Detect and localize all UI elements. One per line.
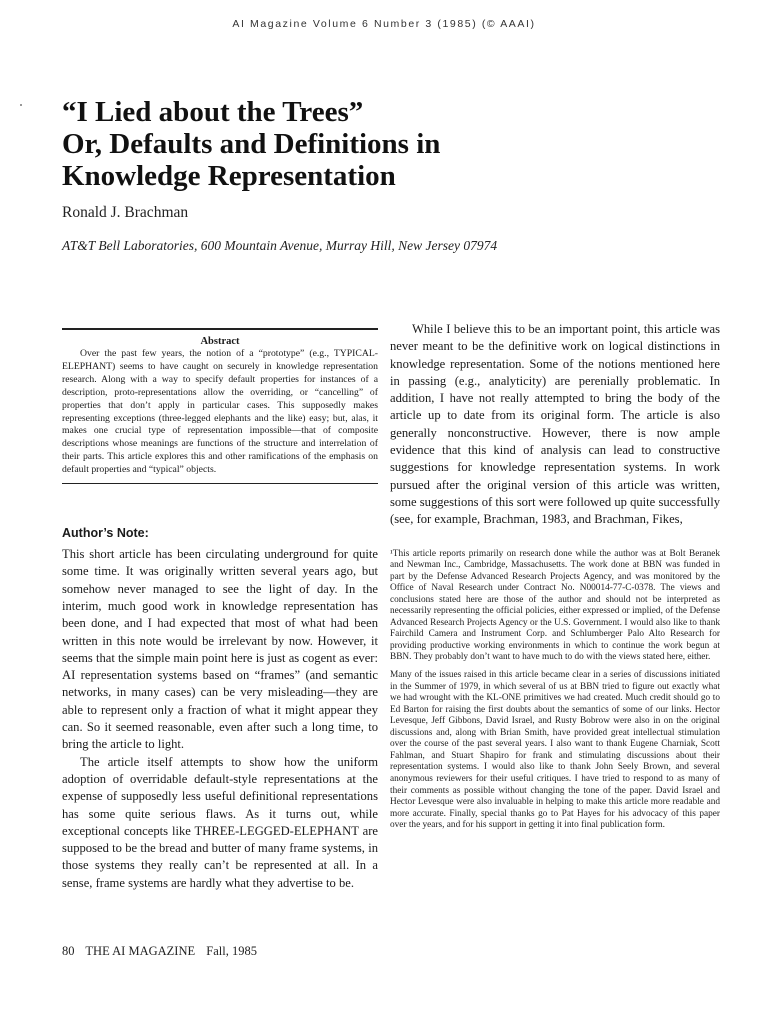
author-name: Ronald J. Brachman	[62, 204, 189, 221]
abstract-top-rule	[62, 328, 378, 330]
authors-note-heading: Author’s Note:	[62, 526, 149, 541]
footer-journal-name: THE AI MAGAZINE	[85, 944, 196, 958]
right-column-paragraph: While I believe this to be an important point, this article was never meant to be the definitive work on logical distinctions in knowledge representation. Some of the notions mentioned here in passing (e.g., analyticity) are perenially problematic. In addition, I have not really attempted to bring the body of the article up to date from its original form. The article is also generally nonconstructive. However, there is now ample evidence that this kind of analysis can lead to constructive suggestions for knowledge representation systems. In work pursued after the original version of this article was written, some suggestions of this sort were followed up quite successfully (see, for example, Brachman, 1983, and Brachman, Fikes,	[390, 322, 720, 527]
title-line-1: “I Lied about the Trees”	[62, 96, 364, 128]
authors-note-paragraph-2: The article itself attempts to show how the uniform adoption of overridable default-style representations at the expense of supposedly less useful definitional representations has some quite serious flaws. As it turns out, while exceptional concepts like THREE-LEGGED-ELEPHANT are supposed to be the bread and butter of many frame systems, in those systems they really can’t be represented at all. In a sense, frame systems are hardly what they advertise to be.	[62, 754, 378, 890]
abstract-heading: Abstract	[200, 336, 240, 347]
title-line-3: Knowledge Representation	[62, 160, 396, 192]
journal-header: AI Magazine Volume 6 Number 3 (1985) (© AAAI)	[232, 18, 536, 30]
article-title	[62, 96, 662, 192]
left-column	[62, 328, 378, 892]
footnote-1: ¹This article reports primarily on research done while the author was at Bolt Beranek and Newman Inc., Cambridge, Massachusetts. The work done at BBN was funded in part by the Defense Advanced Research Projects Agency, and was monitored by the Office of Naval Research under Contract No. N00014-77-C-0378. The views and conclusions stated here are those of the author and should not be interpreted as necessarily representing the official policies, either expressed or implied, of the Defense Advanced Research Projects Agency or the U.S. Government. I would also like to thank Fairchild Camera and Instrument Corp. and Schlumberger Palo Alto Research for providing productive working environments in which to continue the work begun at BBN. They probably don’t want to have much to do with the views stated here, either.	[390, 548, 720, 663]
footnotes	[390, 549, 720, 832]
page-number: 80	[62, 944, 75, 958]
authors-note-paragraph-1: This short article has been circulating underground for quite some time. It was originally written several years ago, but somehow never managed to see the light of day. In the interim, much good work in knowledge representation has been done, and I had expected that most of what had been written in this note would be irrelevant by now. However, it seems that the simple main point here is just as cogent as ever: AI representation systems based on “frames” (and semantic networks, in many cases) can be very misleading—they are able to represent only a fraction of what it might appear they can. So it seemed reasonable, even after such a long time, to bring the article to light.	[62, 547, 378, 752]
footnote-acknowledgements: Many of the issues raised in this article became clear in a series of discussions initiated in the Summer of 1979, in which several of us at BBN tried to figure out exactly what we had wrought with the KL-ONE primitives we had created. Much credit should go to Ed Barton for raising the first doubts about the semantics of some of our links. Hector Levesque, Jeff Gibbons, David Israel, and Rusty Bobrow were also in on the original discussions and, along with Brian Smith, have provided great intellectual stimulation over the course of the past several years. I also want to thank Eugene Charniak, Scott Fahlman, and Stuart Shapiro for frank and stimulating discussions about their representation systems. I would also like to thank John Seely Brown, and several anonymous reviewers for their useful critiques. I have tried to respond to as many of their comments as possible without changing the tone of the paper. David Israel and Hector Levesque were also invaluable in helping to make this article more readable and more accurate. Finally, special thanks go to Pat Hayes for his advocacy of this paper over the years, and for his support in getting it into final publication form.	[390, 670, 720, 831]
right-column	[390, 321, 720, 838]
abstract-body: Over the past few years, the notion of a “prototype” (e.g., TYPICAL-ELEPHANT) seems to have caught on securely in knowledge representation research. Along with a way to specify default properties for instances of a description, proto-representations allow the overriding, or “cancelling” of properties that don’t apply in particular cases. This supposedly makes representing exceptions (three-legged elephants and the like) easy; but, alas, it makes one crucial type of representation impossible—that of composite descriptions whose meanings are functions of the structure and interrelation of their parts. This article explores this and other ramifications of the emphasis on default properties and “typical” objects.	[62, 348, 378, 476]
page-footer	[62, 944, 265, 959]
abstract-bottom-rule	[62, 483, 378, 484]
title-line-2: Or, Defaults and Definitions in	[62, 128, 441, 160]
margin-speck	[20, 104, 22, 106]
author-affiliation: AT&T Bell Laboratories, 600 Mountain Avenue, Murray Hill, New Jersey 07974	[62, 238, 498, 253]
footer-issue: Fall, 1985	[206, 944, 257, 958]
